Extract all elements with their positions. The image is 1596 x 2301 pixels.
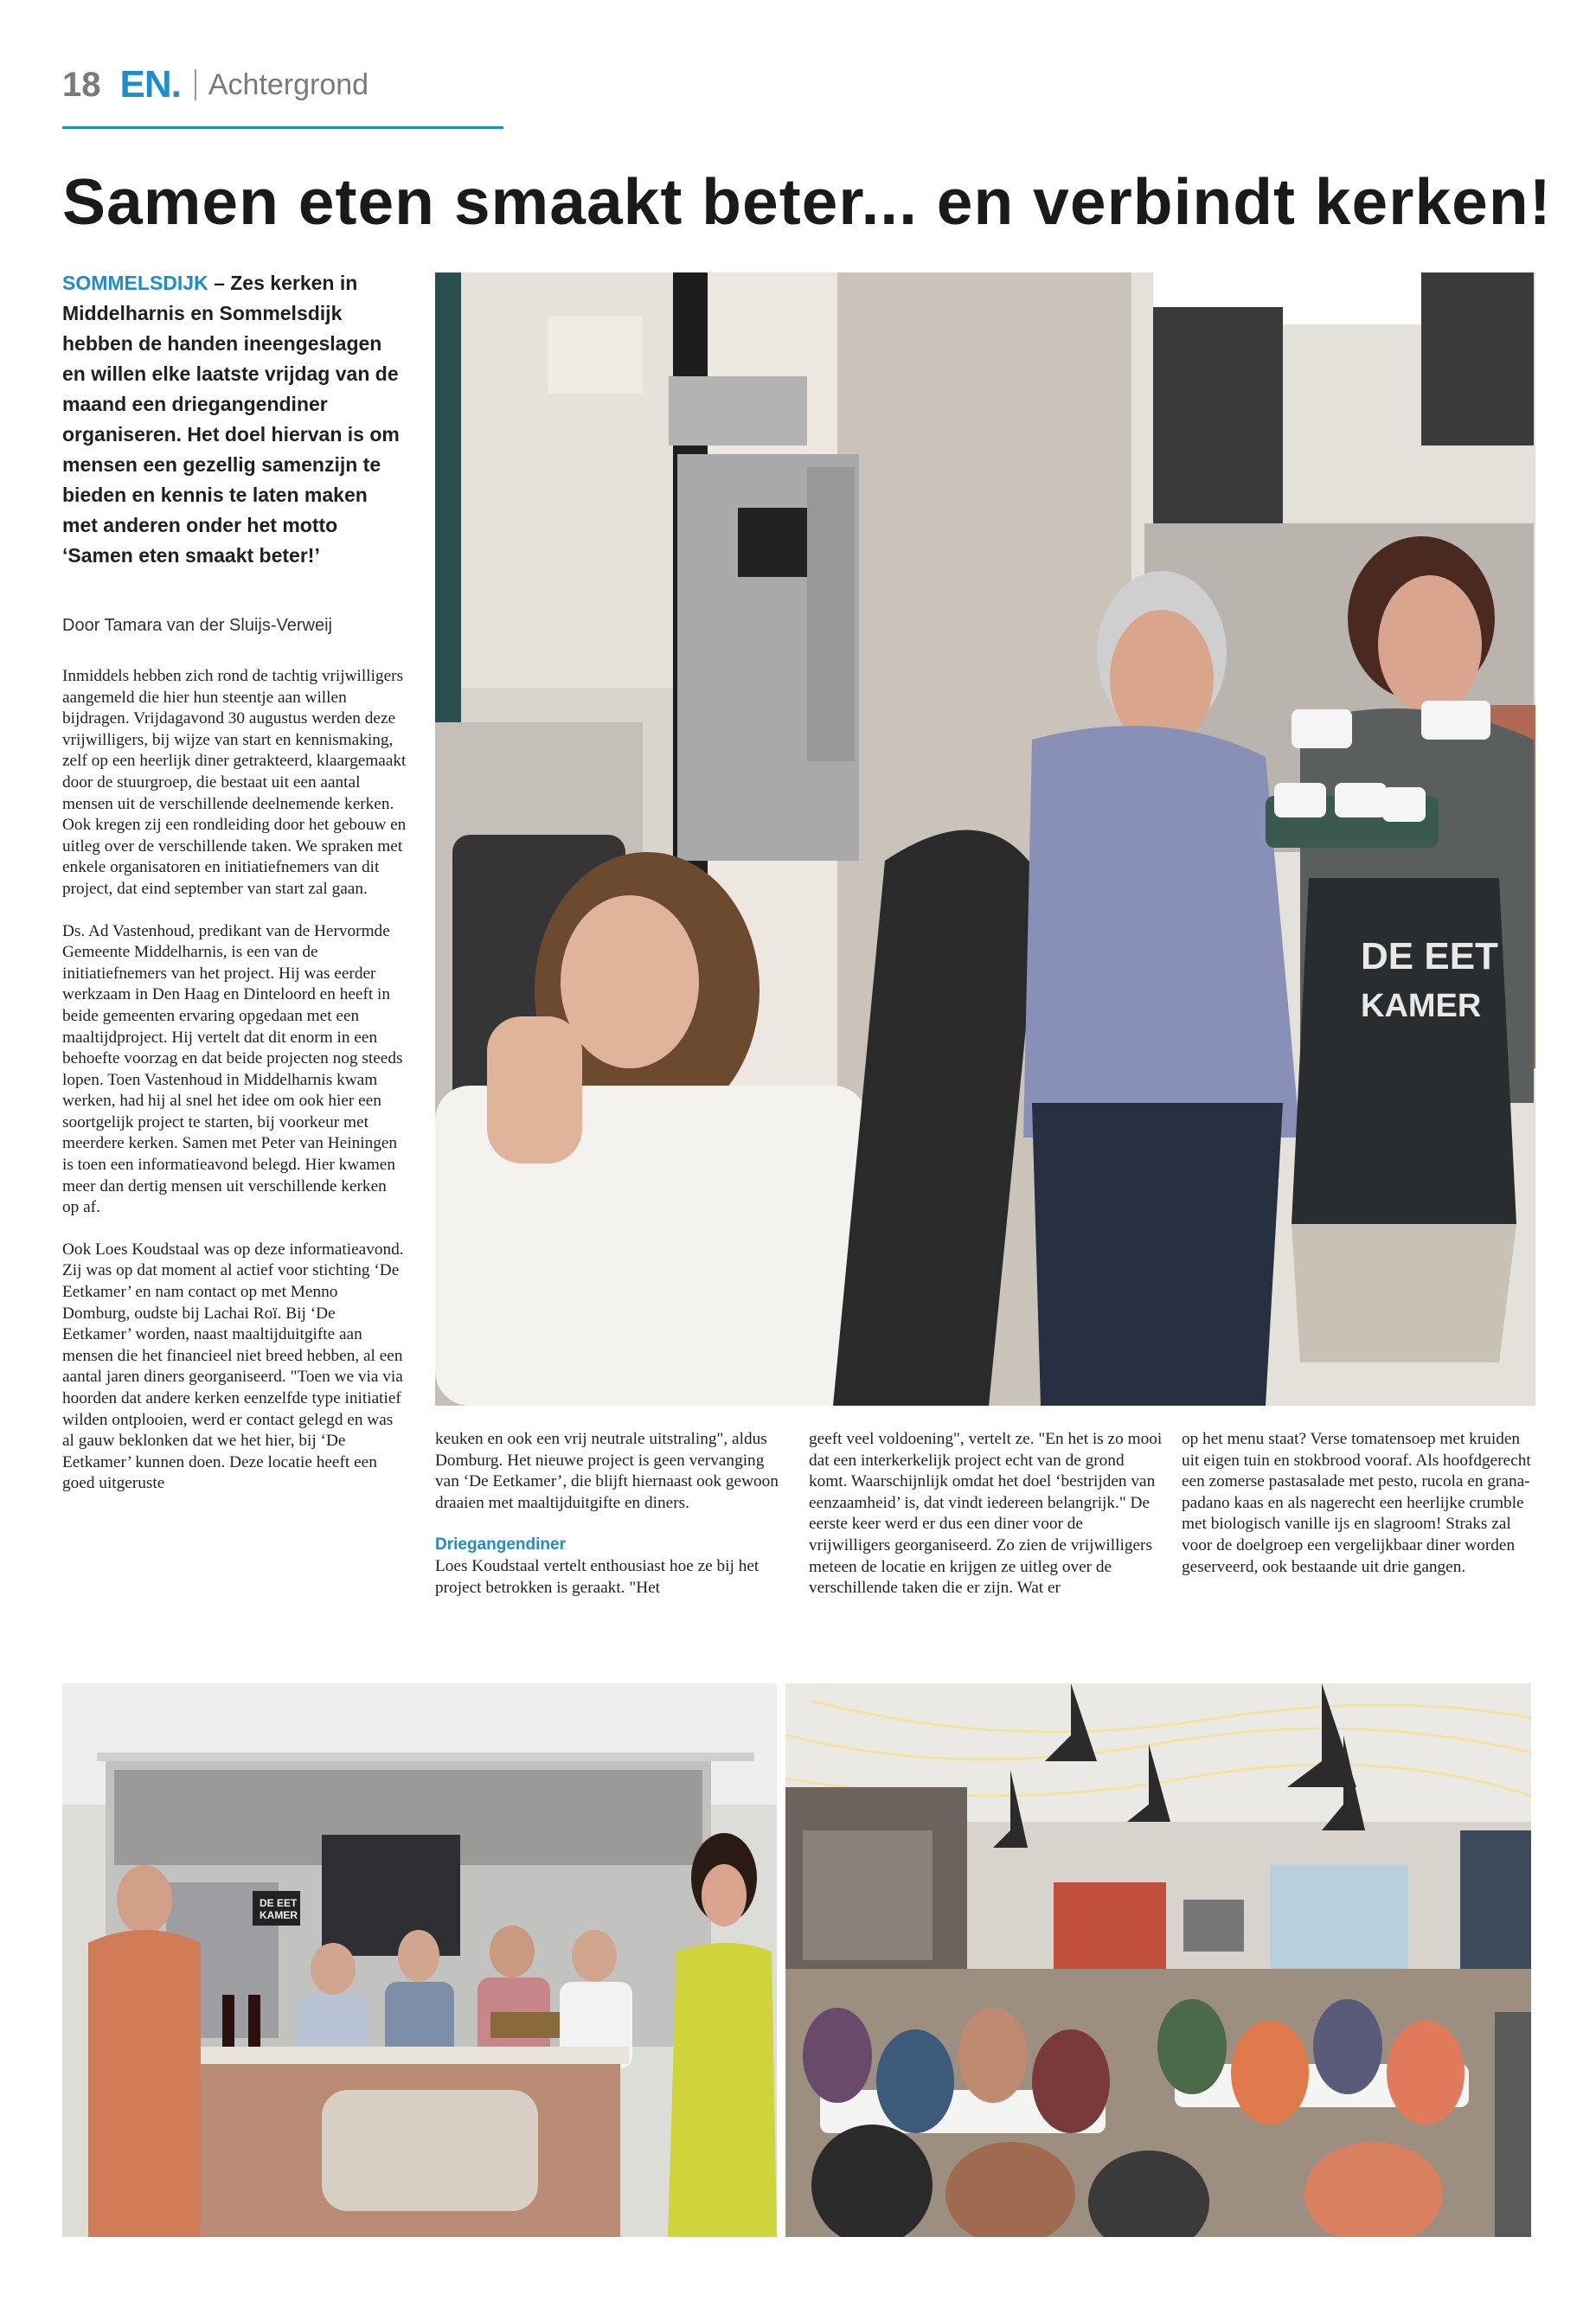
- dateline: SOMMELSDIJK: [62, 272, 208, 294]
- page-header: [62, 62, 369, 107]
- sign-text-1: DE EET: [260, 1897, 298, 1909]
- intro-text: – Zes kerken in Middelharnis en Sommelsdijk hebben de handen ineengeslagen en willen elke laatste vrijdag van de maand een driegangendiner organiseren. Het doel hiervan is om mensen een gezellig samenzijn te bieden en kennis te laten maken met anderen onder het motto ‘Samen eten smaakt beter!’: [62, 272, 400, 567]
- text-column-3: [809, 1429, 1163, 1599]
- byline: Door Tamara van der Sluijs-Verweij: [62, 616, 332, 635]
- text-column-1: [62, 666, 407, 1495]
- article-intro: [62, 268, 408, 571]
- paragraph: Ook Loes Koudstaal was op deze informatieavond. Zij was op dat moment al actief voor stichting ‘De Eetkamer’ en nam contact op met Menno Domburg, oudste bij Lachai Roï. Bij ‘De Eetkamer’ worden, naast maaltijduitgifte aan mensen die het financieel niet breed hebben, al een aantal jaren diners georganiseerd. "Toen we via via hoorden dat andere kerken eenzelfde type initiatief wilden ontplooien, werd er contact gelegd en was al gauw beklonken dat we het hier, bij ‘De Eetkamer’ kunnen doen. Deze locatie heeft een goed uitgeruste: [62, 1240, 404, 1493]
- newspaper-logo: EN.: [119, 63, 181, 106]
- header-divider: [195, 69, 196, 100]
- article-headline: Samen eten smaakt beter... en verbindt kerken!: [62, 165, 1552, 238]
- page-number: 18: [62, 65, 101, 104]
- paragraph: geeft veel voldoening", vertelt ze. "En het is zo mooi dat een interkerkelijk project echt van de grond komt. Waarschijnlijk omdat het doel ‘bestrijden van eenzaamheid’ is, dat vindt iedereen belangrijk." De eerste keer werd er dus een diner voor de vrijwilligers georganiseerd. Zo zien de vrijwilligers meteen de locatie en krijgen ze uitleg over de verschillende taken die er zijn. Wat er: [809, 1430, 1163, 1598]
- paragraph: op het menu staat? Verse tomatensoep met kruiden uit eigen tuin en stokbrood vooraf. Als hoofdgerecht een zomerse pastasalade met pesto, rucola en grana-padano kaas en als nagerecht een heerlijke crumble met biologisch vanille ijs en slagroom! Straks zal voor de doelgroep een vergelijkbaar diner worden geserveerd, ook bestaande uit drie gangen.: [1182, 1430, 1531, 1576]
- paragraph: Ds. Ad Vastenhoud, predikant van de Hervormde Gemeente Middelharnis, is een van de initiatiefnemers van het project. Hij was eerder werkzaam in Den Haag en Dinteloord en heeft in beide gemeenten ervaring opgedaan met een maaltijdproject. Hij vertelt dat dit enorm in een behoefte voorzag en dat beide projecten nog steeds lopen. Toen Vastenhoud in Middelharnis kwam werken, had hij al snel het idee om ook hier een soortgelijk project te starten, bij voorkeur met meerdere kerken. Samen met Peter van Heiningen is toen een informatieavond belegd. Hier kwamen meer dan dertig mensen uit verschillende kerken op af.: [62, 921, 403, 1217]
- section-label: Achtergrond: [208, 67, 369, 101]
- paragraph: Inmiddels hebben zich rond de tachtig vrijwilligers aangemeld die hier hun steentje aan willen bijdragen. Vrijdagavond 30 augustus werden deze vrijwilligers, bij wijze van start en kennismaking, zelf op een heerlijk diner getrakteerd, klaargemaakt door de stuurgroep, die bestaat uit een aantal mensen uit de verschillende deelnemende kerken. Ook kregen zij een rondleiding door het gebouw en uitleg over de verschillende taken. We spraken met enkele organisatoren en initiatiefnemers van dit project, dat eind september van start zal gaan.: [62, 667, 407, 898]
- text-column-4: [1182, 1429, 1536, 1578]
- text-column-2: [435, 1429, 790, 1599]
- sign-text-2: KAMER: [260, 1909, 298, 1921]
- header-rule: [62, 126, 503, 129]
- paragraph: Loes Koudstaal vertelt enthousiast hoe ze bij het project betrokken is geraakt. "Het: [435, 1556, 760, 1597]
- main-photo: [435, 272, 1535, 1406]
- apron-text-1: DE EET: [1361, 935, 1498, 977]
- subheading: Driegangendiner: [435, 1535, 566, 1554]
- apron-text-2: KAMER: [1361, 988, 1482, 1024]
- dinner-hall-photo: [785, 1683, 1531, 2237]
- paragraph: keuken en ook een vrij neutrale uitstraling", aldus Domburg. Het nieuwe project is geen vervanging van ‘De Eetkamer’, die blijft hiernaast ook gewoon draaien met maaltijduitgifte en diners.: [435, 1430, 779, 1512]
- volunteers-photo: [62, 1683, 777, 2237]
